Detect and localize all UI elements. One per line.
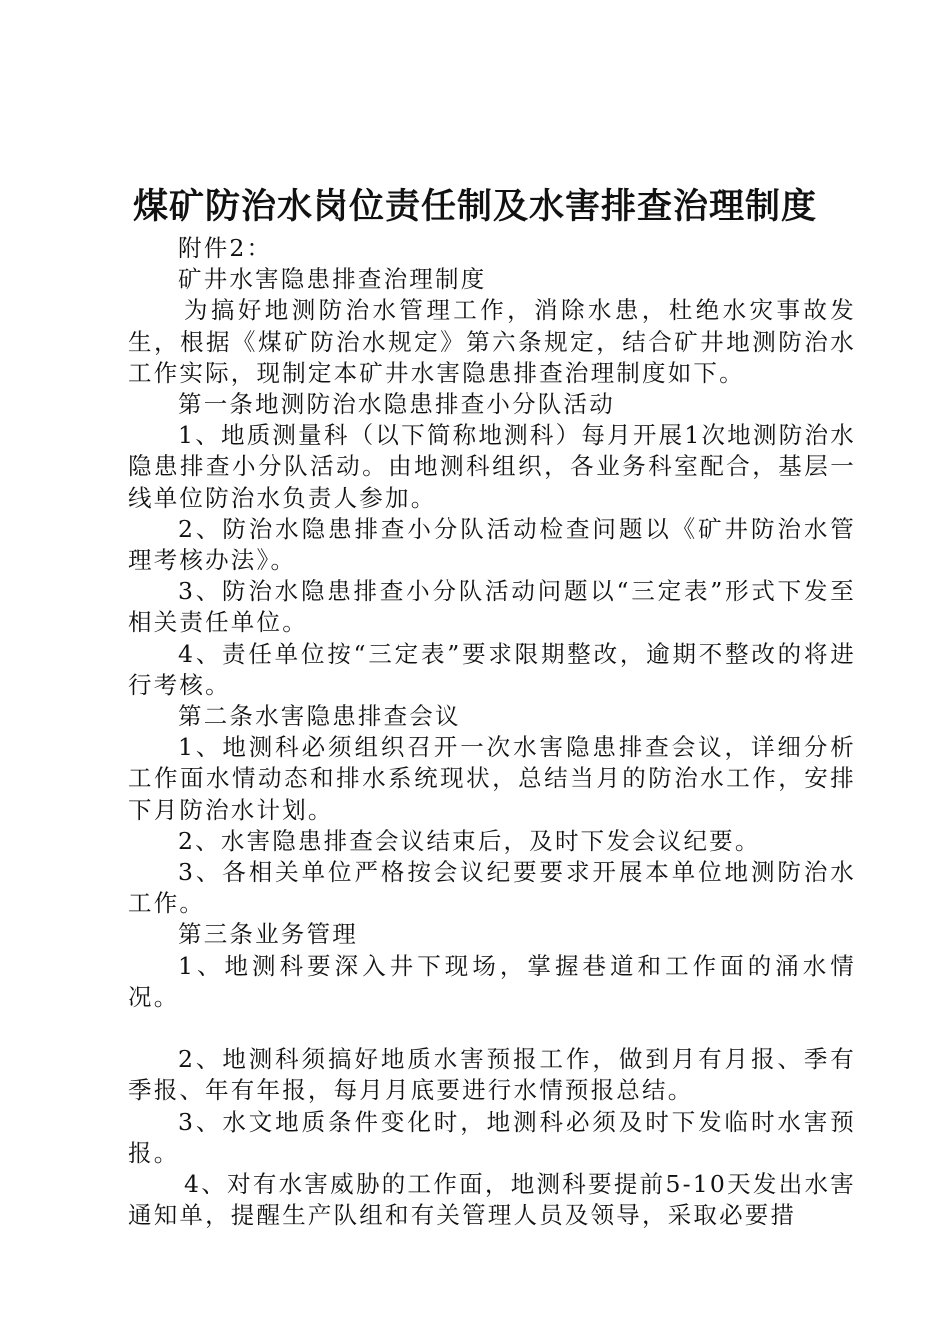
article-1-item-1: 1、地质测量科（以下简称地测科）每月开展1次地测防治水隐患排查小分队活动。由地测科组织，各业务科室配合，基层一线单位防治水负责人参加。 bbox=[128, 421, 856, 512]
article-heading-2: 第二条水害隐患排查会议 bbox=[178, 702, 461, 731]
document-title: 煤矿防治水岗位责任制及水害排查治理制度 bbox=[132, 187, 817, 227]
article-2-item-1: 1、地测科必须组织召开一次水害隐患排查会议，详细分析工作面水情动态和排水系统现状，总结当月的防治水工作，安排下月防治水计划。 bbox=[128, 733, 856, 824]
article-3-item-1: 1、地测科要深入井下现场，掌握巷道和工作面的涌水情况。 bbox=[128, 951, 856, 1011]
attachment-label: 附件2： bbox=[178, 234, 273, 262]
intro-paragraph: 为搞好地测防治水管理工作，消除水患，杜绝水灾事故发生，根据《煤矿防治水规定》第六条规定，结合矿井地测防治水工作实际，现制定本矿井水害隐患排查治理制度如下。 bbox=[128, 296, 856, 387]
document-body bbox=[128, 233, 856, 1231]
article-3-item-2: 2、地测科须搞好地质水害预报工作，做到月有月报、季有季报、年有年报，每月月底要进行水情预报总结。 bbox=[128, 1045, 856, 1105]
article-1-item-4: 4、责任单位按“三定表”要求限期整改，逾期不整改的将进行考核。 bbox=[128, 639, 856, 699]
article-2-item-2: 2、水害隐患排查会议结束后，及时下发会议纪要。 bbox=[178, 826, 761, 855]
article-1-item-3: 3、防治水隐患排查小分队活动问题以“三定表”形式下发至相关责任单位。 bbox=[128, 577, 856, 637]
section-heading: 矿井水害隐患排查治理制度 bbox=[178, 265, 487, 294]
article-heading-3: 第三条业务管理 bbox=[178, 920, 358, 949]
article-2-item-3: 3、各相关单位严格按会议纪要要求开展本单位地测防治水工作。 bbox=[128, 858, 856, 918]
article-heading-1: 第一条地测防治水隐患排查小分队活动 bbox=[178, 390, 615, 419]
article-1-item-2: 2、防治水隐患排查小分队活动检查问题以《矿井防治水管理考核办法》。 bbox=[128, 514, 856, 575]
article-3-item-4: 4、对有水害威胁的工作面，地测科要提前5-10天发出水害通知单，提醒生产队组和有关管理人员及领导，采取必要措 bbox=[128, 1170, 856, 1230]
article-3-item-3: 3、水文地质条件变化时，地测科必须及时下发临时水害预报。 bbox=[128, 1107, 856, 1167]
